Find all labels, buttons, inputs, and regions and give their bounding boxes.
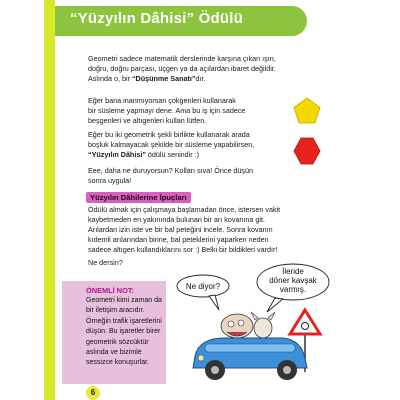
intro-line-3 [88, 74, 332, 84]
note-line: Geometri kimi zaman da [86, 297, 162, 304]
bubble-right-line-2: döner kavşak [269, 276, 317, 285]
thinking-art-bold: “Düşünme Sanatı” [131, 74, 196, 83]
tips-line-3: Arılardan izin iste ve bir bal peteğini incele. Sonra kovanın [88, 225, 273, 234]
tips-line-2: kaybetmeden en yakınında bulunan bir arı kovanına git. [88, 215, 266, 224]
para3-line-3 [88, 150, 332, 160]
bubble-right-line-1: İleride [282, 267, 304, 276]
left-stripe [44, 0, 55, 400]
note-text [86, 296, 166, 369]
para4-line-1: Eee, daha ne duruyorsun? Kolları sıva! Önce düşün [88, 166, 254, 175]
page-number: 6 [86, 386, 100, 400]
bubble-right-line-3: varmış. [279, 285, 307, 294]
tips-heading: Yüzyılın Dâhilerine İpuçları [86, 192, 191, 203]
characters-icon [221, 312, 275, 338]
tips-line-1: Ödülü almak için çalışmaya başlamadan önce, istersen vakit [88, 205, 281, 214]
note-line: bir iletişim aracıdır. [86, 307, 145, 315]
car-illustration [175, 260, 335, 392]
para3-line-3-suffix: ödülü senindir :) [145, 150, 200, 159]
intro-line-1: Geometri sadece matematik derslerinde karşına çıkan ışın, [88, 54, 276, 63]
tips-line-4: kıdemli arılarından birine, bal peteklerini yaparken neden [88, 235, 269, 244]
intro-line-3-text: Aslında o, bir [88, 74, 132, 83]
para4-line-2: sonra uygula! [88, 176, 132, 185]
blue-car-icon [193, 338, 307, 380]
note-line: aslında ve bizimle [86, 349, 142, 357]
note-title: ÖNEMLİ NOT: [86, 286, 135, 295]
tips-line-5: sadece altıgen kullandıklarını sor :) Belki bir bildikleri vardır! [88, 245, 278, 254]
speech-bubble-left [177, 275, 229, 310]
intro-line-3-suffix: dır. [195, 74, 206, 83]
speech-bubble-right [257, 264, 329, 312]
note-line: sessizce konuşurlar. [86, 359, 150, 367]
note-line: Örneğin trafik işaretlerini [86, 317, 162, 325]
pentagon-icon [292, 96, 322, 126]
bubble-left-text: Ne diyor? [185, 282, 221, 291]
para3-line-2: boşluk kalmayacak şekilde bir süsleme yapabilirsen, [88, 140, 255, 149]
genius-award-bold: “Yüzyılın Dâhisi” [88, 150, 146, 159]
note-line: düşün. Bu işaretler birer [86, 328, 161, 336]
para2-line-3: beşgenleri ve altıgenleri kullan lütfen. [88, 116, 207, 125]
note-line: geometrik sözcüktür [86, 338, 149, 346]
para3-line-1: Eğer bu iki geometrik şekli birlikte kullanarak arada [88, 130, 250, 139]
para2-line-2: bir süsleme yapmayı dene. Ama bu iş için sadece [88, 106, 246, 115]
page-title: “Yüzyılın Dâhisi” Ödülü [70, 10, 243, 27]
intro-line-2: doğru, doğru parçası, üçgen ya da açılardan ibaret değildir. [88, 64, 276, 73]
para2-line-1: Eğer bana inanmıyorsan çokgenleri kullanarak [88, 96, 236, 105]
tips-line-6: Ne dersin? [88, 258, 123, 267]
